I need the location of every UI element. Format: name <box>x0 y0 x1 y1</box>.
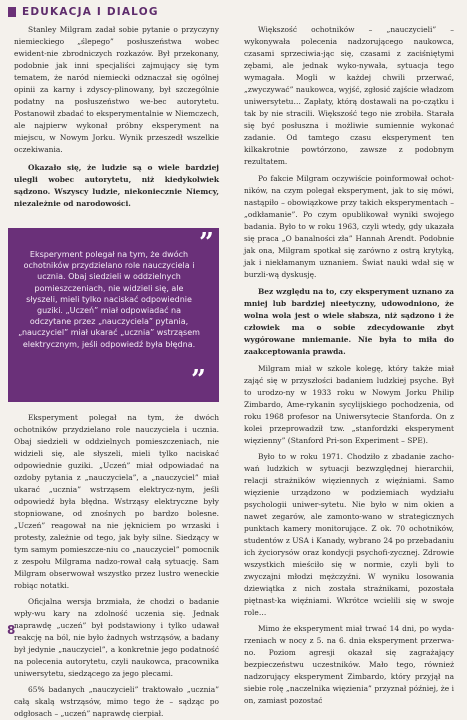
paragraph: Było to w roku 1971. Chodziło z zbadanie zacho-wań ludzkich w sytuacji bezwzględnej hierarchii, relacji strażników więziennych z więźniami. Samo więzienie urządzono w podziemiach wydziału psychologii uniwer-sytetu. Nie było w nim okien a nawet zegarów, ale zamonto-wano w strategicznych punktach kamery monitorujące. Z ok. 70 ochotników, studentów z USA i Kanady, wybrano 24 po przebadaniu ich życiorysów oraz kondycji psychofi-zycznej. Zdrowie wszystkich mieściło się w normie, czyli byli to zwyczajni młodzi mężczyźni. W wyniku losowania dziewiątka z nich została strażnikami, pozostała piętnast-ka więźniami. Wkrótce wcielili się w swoje role… <box>244 452 454 617</box>
close-quote-icon: ” <box>191 365 206 395</box>
left-column-bottom <box>14 412 219 720</box>
section-header <box>8 6 159 18</box>
paragraph: Milgram miał w szkole kolegę, który także miał zająć się w przyszłości badaniem ludzkiej psyche. Był to urodzo-ny w 1933 roku w Nowym Jorku Philip Zimbardo, Ame-rykanin sycylijskiego pochodzenia, od roku 1968 profesor na Uniwersytecie Stanforda. On z kolei przeprowadził tzw. „stanfordzki eksperyment więzienny” (Stanford Pri-son Experiment – SPE). <box>244 364 454 445</box>
paragraph: Oficjalna wersja brzmiała, że chodzi o badanie wpły-wu kary na zdolność uczenia się. Jednak naprawdę „uczeń” był podstawiony i tylko udawał reakcję na ból, nie było żadnych wstrząsów, a badany był jedynie „nauczyciel”, a konkretnie jego podatność na polecenia autorytetu, czyli naukowca, pracownika uniwersytetu, siedzącego za jego plecami. <box>14 597 219 678</box>
bold-paragraph: Bez względu na to, czy eksperyment uznano za mniej lub bardziej nieetyczny, udowodniono, że wolna wola jest o wiele słabsza, niż sądzono i że człowiek ma o sobie zdecydowanie zbyt wygórowane mniemanie. Nie była to miła do zaakceptowania prawda. <box>244 287 454 356</box>
paragraph: Mimo że eksperyment miał trwać 14 dni, po wyda-rzeniach w nocy z 5. na 6. dnia eksperyment przerwa-no. Poziom agresji okazał się zagrażający bezpieczeństwu uczestników. Mało tego, również nadzorujący eksperyment Zimbardo, który przyjął na siebie rolę „naczelnika więzienia” przyznał później, że i on, zamiast pozostać <box>244 624 454 705</box>
section-title: EDUKACJA I DIALOG <box>22 6 159 18</box>
page-number: 8 <box>7 623 16 637</box>
pull-quote-text: Eksperyment polegał na tym, że dwóch ochotników przydzielano role nauczyciela i ucznia. Obaj siedzieli w oddzielnych pomieszczeniach, nie widzieli się, ale słyszeli, mieli tylko naciskać odpowiednie guziki. „Uczeń” miał odpowiadać na odczytane przez „nauczyciela” pytania, „nauczyciel” miał ukarać „ucznia” wstrząsem elektrycznym, jeśli odpowiedź była błędna. <box>18 250 200 349</box>
bold-paragraph: Okazało się, że ludzie są o wiele bardziej ulegli wobec autorytetu, niż kiedykolwiek sądzono. Wszyscy ludzie, niekoniecznie Niemcy, niezależnie od narodowości. <box>14 163 219 208</box>
paragraph: 65% badanych „nauczycieli” traktowało „ucznia” całą skalą wstrząsów, mimo tego że – sądząc po odgłosach – „uczeń” naprawdę cierpiał. <box>14 685 219 718</box>
section-marker-icon <box>8 7 16 17</box>
paragraph: Eksperyment polegał na tym, że dwóch ochotników przydzielano role nauczyciela i ucznia. Obaj siedzieli w oddzielnych pomieszczeniach, nie widzieli się, ale słyszeli, mieli tylko naciskać odpowiednie guziki. „Uczeń” miał odpowiadać na ozdoby pytania z „nauczyciela”, a „nauczyciel” miał ukarać „ucznia” wstrząsem elektrycz-nym, jeśli odpowiedź była błędna. Wstrząsy elektryczne były stopniowane, od znośnych po bardzo bolesne. „Uczeń” reagował na nie jękniciem po wrzaski i protesty, zależnie od tego, jak były silne. Siedzący w tym samym pomieszcze-niu co „nauczyciel” pomocnik z zespołu Milgrama nadzo-rował całą sytuację. Sam Milgram obserwował wszystko przez lustro weneckie robiąc notatki. <box>14 413 219 590</box>
pull-quote-box <box>8 228 219 402</box>
right-column <box>244 24 454 707</box>
paragraph: Większość ochotników – „nauczycieli” – wykonywała polecenia nadzorującego naukowca, czasami sprzeciwia-jąc się, czasami z zaciśniętymi zębami, ale jednak wyko-nywała, sytuacja tego wymagała. Mogli w każdej chwili przerwać, „zwyczywać” naukowca, wyjść, zgłosić zajście władzom uniwersytetu… Zapłaty, którą dostawali na po-czątku i tak by nie stracili. Większość tego nie zrobiła. Starała się być posłuszna i możliwie sumiennie wykonać zadanie. Od tamtego czasu eksperyment ten kilkakrotnie powtórzono, zawsze z podobnym rezultatem. <box>244 25 454 166</box>
open-quote-icon: ” <box>199 228 214 258</box>
left-column-top <box>14 24 219 210</box>
paragraph: Po fakcie Milgram oczywiście poinformował ochot-ników, na czym polegał eksperyment, jak to się mówi, nastąpiło – obowiązkowe przy takich eksperymentach – „odkłamanie”. Po czym opublikował wyniki swojego badania. Było to w roku 1963, czyli wtedy, gdy ukazała się praca „O banalności zła” Hannah Arendt. Podobnie jak ona, Milgram spotkał się zarówno z ostrą krytyką, jak i niekłamanym uznaniem. Świat nauki wdał się w burzli-wą dyskusję. <box>244 174 454 279</box>
paragraph: Stanley Milgram zadał sobie pytanie o przyczyny niemieckiego „ślepego” posłuszeństwa wobec ewident-nie zbrodniczych rozkazów. Był przekonany, podobnie jak inni specjaliści zajmujący się tym tematem, że naród niemiecki odznaczał się ogólnej opinii za karny i zdyscy-plinowany, był szczególnie podatny na posłuszeństwo we-bec autorytetu. Postanowił zbadać to eksperymentalnie w Niemczech, ale najpierw wykonał próbny eksperyment na miejscu, w Nowym Jorku. Wynik przeszedł wszelkie oczekiwania. <box>14 25 219 154</box>
